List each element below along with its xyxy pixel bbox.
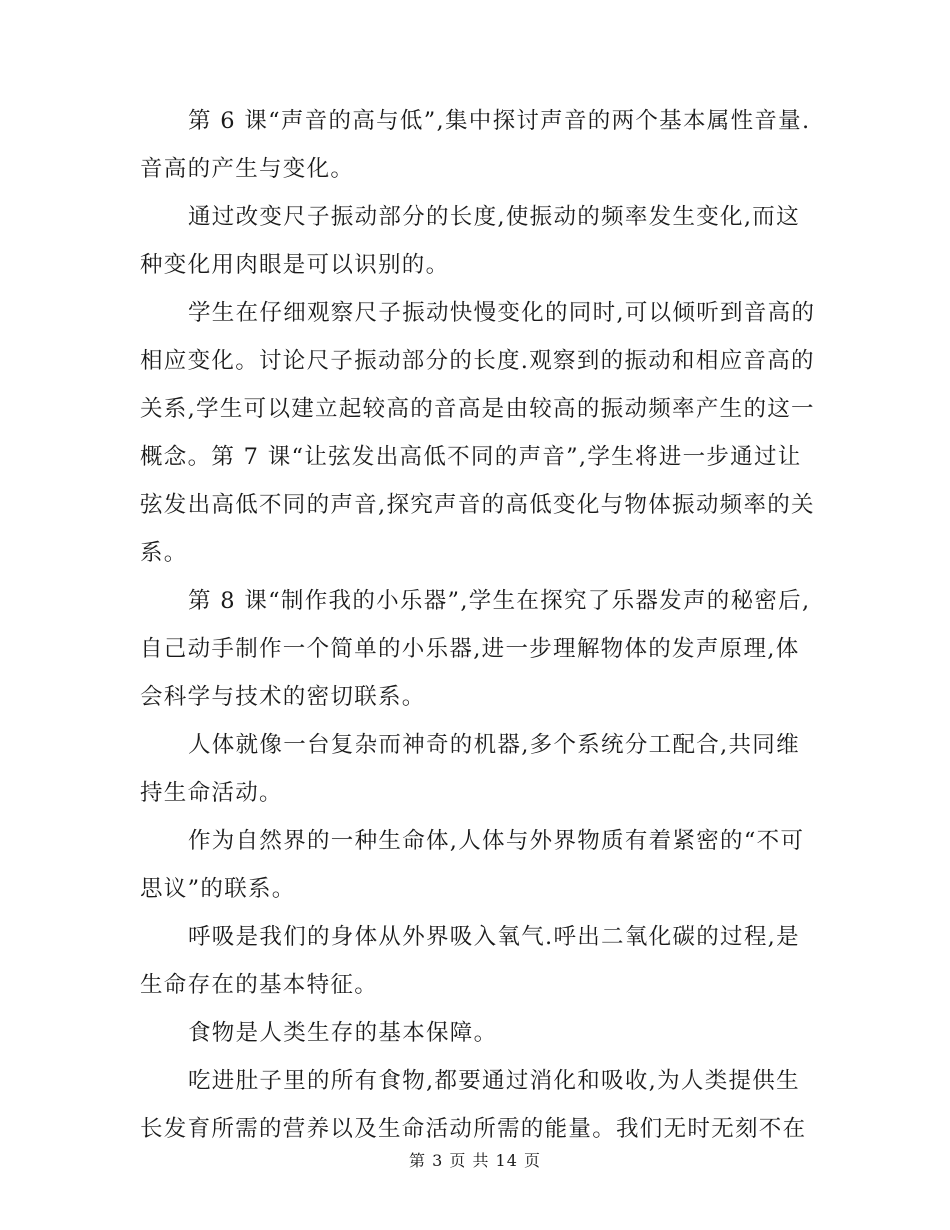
text-line: 第 6 课“声音的高与低”,集中探讨声音的两个基本属性音量. — [188, 108, 811, 134]
text-line: 音高的产生与变化。 — [140, 156, 355, 182]
text-line: 通过改变尺子振动部分的长度,使振动的频率发生变化,而这 — [188, 204, 800, 230]
text-line: 长发育所需的营养以及生命活动所需的能量。我们无时无刻不在 — [140, 1116, 807, 1142]
text-line: 吃进肚子里的所有食物,都要通过消化和吸收,为人类提供生 — [188, 1068, 800, 1094]
text-line: 思议”的联系。 — [140, 876, 296, 902]
text-line: 食物是人类生存的基本保障。 — [188, 1020, 498, 1046]
text-line: 概念。第 7 课“让弦发出高低不同的声音”,学生将进一步通过让 — [140, 444, 802, 470]
text-line: 相应变化。讨论尺子振动部分的长度.观察到的振动和相应音高的 — [140, 348, 815, 374]
page-number-footer: 第 3 页 共 14 页 — [409, 1151, 541, 1170]
text-line: 生命存在的基本特征。 — [140, 972, 379, 998]
text-line: 系。 — [140, 540, 188, 566]
text-line: 第 8 课“制作我的小乐器”,学生在探究了乐器发声的秘密后, — [188, 588, 811, 614]
text-line: 种变化用肉眼是可以识别的。 — [140, 252, 450, 278]
text-line: 作为自然界的一种生命体,人体与外界物质有着紧密的“不可 — [188, 828, 805, 854]
text-line: 弦发出高低不同的声音,探究声音的高低变化与物体振动频率的关 — [140, 492, 815, 518]
text-line: 学生在仔细观察尺子振动快慢变化的同时,可以倾听到音高的 — [188, 300, 816, 326]
text-line: 持生命活动。 — [140, 780, 283, 806]
text-line: 关系,学生可以建立起较高的音高是由较高的振动频率产生的这一 — [140, 396, 815, 422]
text-line: 人体就像一台复杂而神奇的机器,多个系统分工配合,共同维 — [188, 732, 800, 758]
text-line: 呼吸是我们的身体从外界吸入氧气.呼出二氧化碳的过程,是 — [188, 924, 800, 950]
text-line: 自己动手制作一个简单的小乐器,进一步理解物体的发声原理,体 — [140, 636, 800, 662]
text-line: 会科学与技术的密切联系。 — [140, 684, 426, 710]
